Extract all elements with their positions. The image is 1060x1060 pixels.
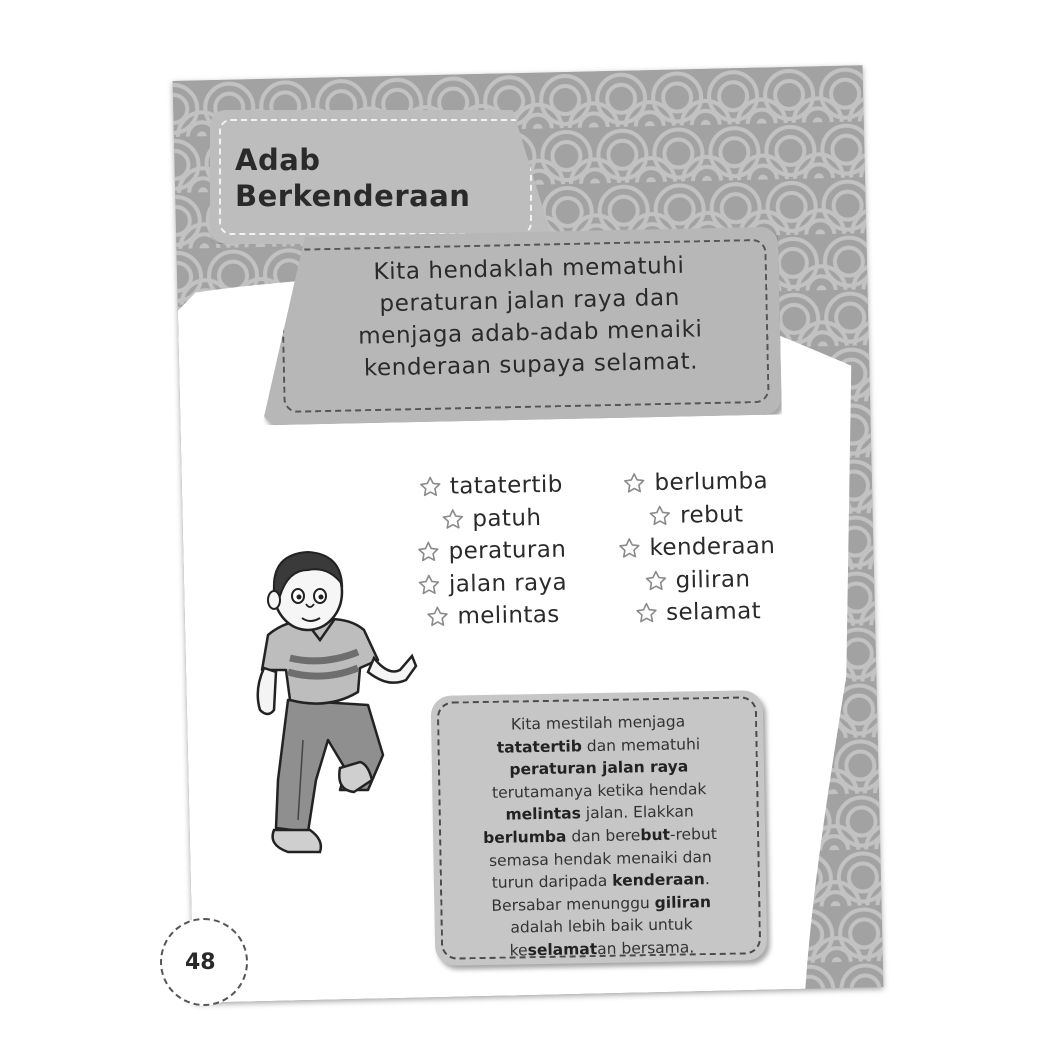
vocab-word: patuh (472, 504, 542, 532)
note-text: adalah lebih baik untuk (510, 915, 693, 937)
vocab-word: giliran (675, 566, 751, 594)
note-keyword: but (640, 825, 671, 845)
star-outline-icon (418, 475, 442, 499)
note-text: Kita mestilah menjaga (510, 712, 686, 734)
star-outline-icon (643, 569, 667, 593)
vocab-item (595, 465, 796, 501)
vocab-word: selamat (665, 598, 762, 627)
note-text: Bersabar menunggu (491, 893, 655, 915)
note-text: terutamanya ketika hendak (491, 779, 707, 802)
note-keyword: melintas (505, 804, 582, 825)
vocab-word: peraturan (448, 536, 567, 565)
star-outline-icon (440, 507, 464, 531)
vocab-word: kenderaan (649, 533, 776, 562)
note-keyword: tatatertib (496, 736, 582, 757)
title-line-1: Adab (235, 143, 321, 177)
title-line-2: Berkenderaan (235, 179, 471, 213)
note-text: jalan. Elakkan (580, 802, 694, 823)
star-outline-icon (634, 601, 658, 625)
note-text: -rebut (669, 824, 717, 844)
star-outline-icon (617, 537, 641, 561)
intro-line: kenderaan supaya selamat. (363, 348, 699, 382)
explanation-text (448, 709, 752, 963)
note-text: an bersama. (596, 938, 695, 959)
page-title (235, 142, 535, 214)
note-keyword: peraturan jalan raya (509, 757, 689, 779)
note-text: . (704, 870, 710, 889)
note-text: ke (509, 941, 528, 960)
vocab-item (597, 562, 798, 598)
note-text: dan bere (566, 826, 641, 846)
note-text: dan mematuhi (581, 734, 701, 755)
intro-line: Kita hendaklah mematuhi (373, 252, 685, 286)
vocab-item (390, 468, 591, 504)
vocab-item (596, 530, 797, 566)
note-keyword: selamat (527, 940, 598, 960)
page-number: 48 (185, 950, 216, 975)
vocab-item (596, 497, 797, 533)
vocab-word: berlumba (654, 468, 769, 497)
intro-line: peraturan jalan raya dan (379, 284, 681, 318)
note-keyword: berlumba (482, 827, 567, 848)
star-outline-icon (622, 471, 646, 495)
intro-text (299, 248, 762, 386)
vocab-item (597, 595, 798, 631)
vocabulary-column-right (595, 465, 798, 631)
boy-walking-illustration (228, 540, 428, 870)
vocab-word: rebut (679, 501, 744, 529)
vocab-word: tatatertib (449, 471, 563, 500)
vocab-item (391, 501, 592, 537)
note-keyword: giliran (654, 892, 712, 912)
note-text: semasa hendak menaiki dan (488, 847, 712, 870)
intro-line: menjaga adab-adab menaiki (357, 316, 703, 350)
note-keyword: kenderaan (612, 870, 706, 890)
vocab-word: jalan raya (448, 569, 568, 598)
star-outline-icon (425, 605, 449, 629)
note-text: turun daripada (491, 871, 613, 893)
vocab-word: melintas (457, 601, 560, 630)
star-outline-icon (648, 503, 672, 527)
